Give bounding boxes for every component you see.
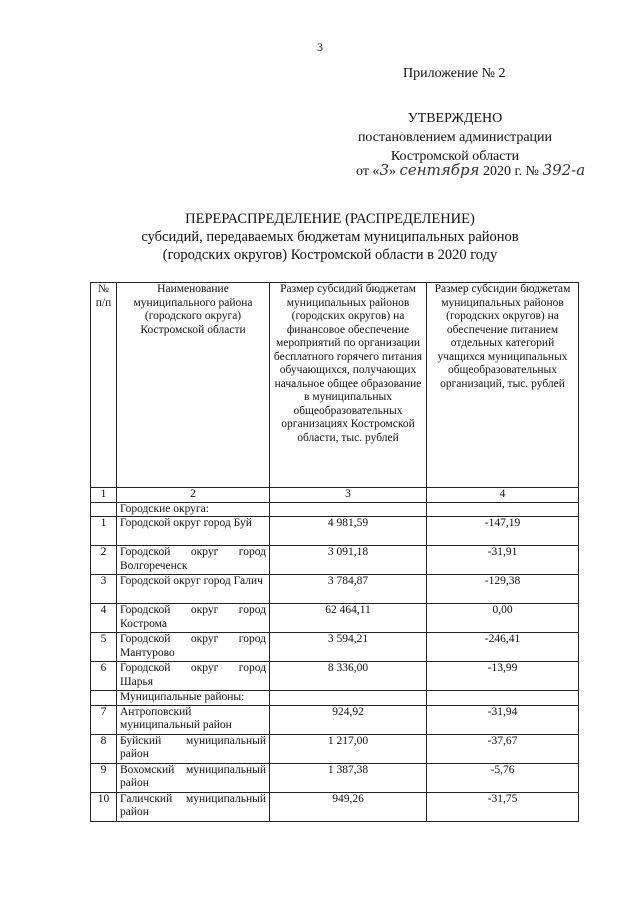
table-row — [91, 763, 579, 792]
document-title — [90, 210, 570, 264]
decree-number: 392-а — [542, 161, 586, 179]
group-row-municipal — [91, 691, 579, 706]
row-name: Городской округ город Мантурово — [117, 633, 270, 662]
approval-date — [356, 161, 585, 180]
row-name: Городской округ город Кострома — [117, 604, 270, 633]
municipal-rows — [91, 705, 579, 821]
row-number: 9 — [91, 763, 117, 792]
row-value-hot-meals: 8 336,00 — [270, 662, 427, 691]
title-line-1: ПЕРЕРАСПРЕДЕЛЕНИЕ (РАСПРЕДЕЛЕНИЕ) — [185, 211, 475, 227]
row-number: 3 — [91, 575, 117, 604]
row-value-hot-meals: 949,26 — [270, 792, 427, 821]
row-name: Буйский муниципальный район — [117, 734, 270, 763]
table-row — [91, 604, 579, 633]
table-header-row — [91, 283, 579, 488]
row-number: 2 — [91, 546, 117, 575]
approval-title: УТВЕРЖДЕНО — [407, 111, 503, 126]
column-numbers-row — [91, 488, 579, 503]
row-value-meals-categories: -5,76 — [427, 763, 579, 792]
table-row — [91, 546, 579, 575]
table-row — [91, 792, 579, 821]
row-value-hot-meals: 924,92 — [270, 705, 427, 734]
row-name: Городской округ город Буй — [117, 517, 270, 546]
row-number: 6 — [91, 662, 117, 691]
header-subsidy-meals-categories: Размер субсидии бюджетам муниципальных районов (городских округов) на обеспечение питанием отдельных категорий учащихся муниципальных общеобразовательных организаций, тыс. рублей — [427, 283, 579, 488]
page-number: 3 — [317, 40, 323, 54]
date-mid: » — [388, 164, 396, 179]
title-line-3: (городских округов) Костромской области в 2020 году — [162, 247, 498, 263]
column-number: 4 — [427, 488, 579, 503]
table-row — [91, 633, 579, 662]
header-subsidy-hot-meals: Размер субсидий бюджетам муниципальных районов (городских округов) на финансовое обеспечение мероприятий по организации бесплатного горячего питания обучающихся, получающих начальное общее образование в муниципальных общеобразовательных организациях Костромской области, тыс. рублей — [270, 283, 427, 488]
row-value-hot-meals: 3 091,18 — [270, 546, 427, 575]
header-number: № п/п — [91, 283, 117, 488]
row-value-meals-categories: -37,67 — [427, 734, 579, 763]
row-value-hot-meals: 1 217,00 — [270, 734, 427, 763]
approval-block — [340, 109, 570, 166]
row-number: 10 — [91, 792, 117, 821]
row-value-meals-categories: 0,00 — [427, 604, 579, 633]
row-value-meals-categories: -31,75 — [427, 792, 579, 821]
row-value-meals-categories: -147,19 — [427, 517, 579, 546]
urban-rows — [91, 517, 579, 691]
table-row — [91, 734, 579, 763]
row-name: Городской округ город Шарья — [117, 662, 270, 691]
row-value-meals-categories: -129,38 — [427, 575, 579, 604]
row-number: 1 — [91, 517, 117, 546]
date-day: 3 — [379, 161, 389, 179]
date-month: сентября — [399, 161, 480, 179]
row-value-hot-meals: 1 387,38 — [270, 763, 427, 792]
row-value-meals-categories: -31,94 — [427, 705, 579, 734]
group-row-urban — [91, 502, 579, 517]
approval-line-1: постановлением администрации — [357, 130, 553, 145]
group-label-urban: Городские округа: — [117, 502, 270, 517]
approval-line-2: Костромской области — [390, 149, 520, 164]
subsidy-table — [90, 282, 579, 822]
row-number: 4 — [91, 604, 117, 633]
row-value-hot-meals: 62 464,11 — [270, 604, 427, 633]
row-name: Городской округ город Галич — [117, 575, 270, 604]
column-number: 1 — [91, 488, 117, 503]
column-number: 3 — [270, 488, 427, 503]
row-number: 7 — [91, 705, 117, 734]
row-name: Галичский муниципальный район — [117, 792, 270, 821]
table-row — [91, 705, 579, 734]
group-label-municipal: Муниципальные районы: — [117, 691, 270, 706]
date-year: 2020 г. № — [483, 164, 540, 179]
row-name: Вохомский муниципальный район — [117, 763, 270, 792]
row-value-meals-categories: -246,41 — [427, 633, 579, 662]
date-prefix: от « — [356, 164, 380, 179]
row-value-meals-categories: -13,99 — [427, 662, 579, 691]
row-value-hot-meals: 4 981,59 — [270, 517, 427, 546]
row-number: 5 — [91, 633, 117, 662]
row-number: 8 — [91, 734, 117, 763]
header-name: Наименование муниципального района (городского округа) Костромской области — [117, 283, 270, 488]
table-row — [91, 517, 579, 546]
table-row — [91, 662, 579, 691]
column-number: 2 — [117, 488, 270, 503]
title-line-2: субсидий, передаваемых бюджетам муниципальных районов — [141, 229, 519, 245]
row-name: Антроповский муниципальный район — [117, 705, 270, 734]
row-value-hot-meals: 3 594,21 — [270, 633, 427, 662]
appendix-label: Приложение № 2 — [403, 66, 506, 81]
row-value-hot-meals: 3 784,87 — [270, 575, 427, 604]
table-row — [91, 575, 579, 604]
row-name: Городской округ город Волгореченск — [117, 546, 270, 575]
row-value-meals-categories: -31,91 — [427, 546, 579, 575]
